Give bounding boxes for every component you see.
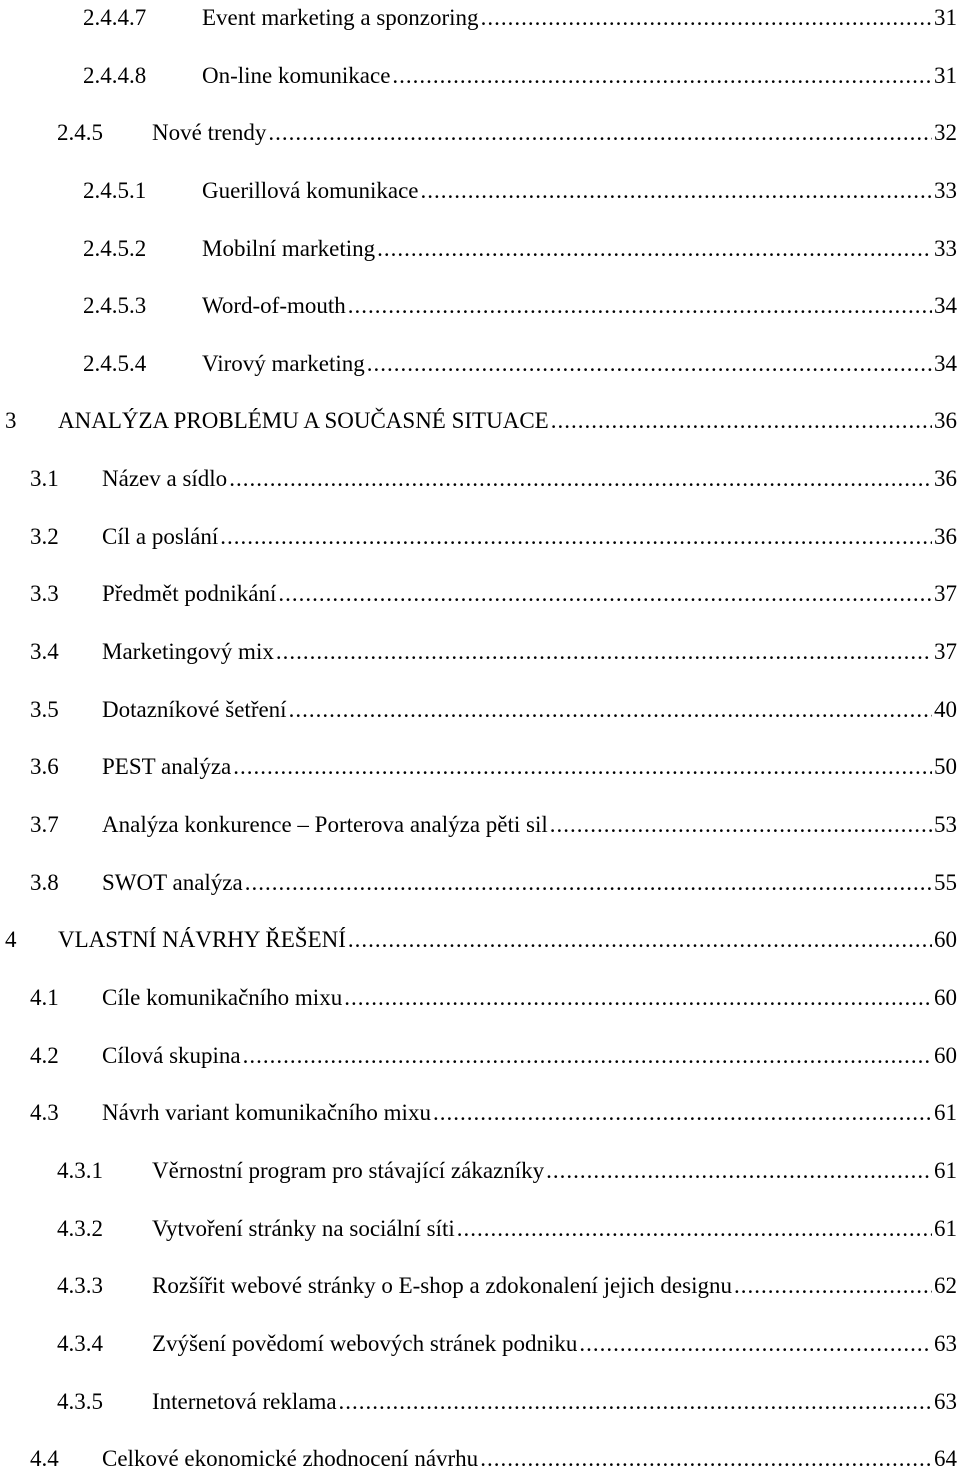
toc-entry-page: 31 [934,63,957,88]
dot-leader [243,1042,932,1070]
toc-entry-title: Cíl a poslání [102,524,219,549]
toc-entry-number: 2.4.4.8 [83,63,147,88]
toc-entry-number: 2.4.5.2 [83,236,147,261]
dot-leader [229,465,932,493]
toc-entry-title: Předmět podnikání [102,581,277,606]
toc-entry-number: 4.3 [30,1100,59,1125]
toc-entry[interactable] [57,1318,957,1358]
toc-entry-page: 36 [934,408,957,433]
toc-entry[interactable] [57,1203,957,1243]
toc-entry-title: Dotazníkové šetření [102,697,287,722]
toc-entry-number: 3.1 [30,466,59,491]
toc-entry[interactable] [30,799,957,839]
toc-entry-number: 3.4 [30,639,59,664]
toc-entry-page: 60 [934,1043,957,1068]
toc-entry-page: 37 [934,639,957,664]
toc-entry-page: 61 [934,1216,957,1241]
toc-entry-page: 60 [934,985,957,1010]
toc-entry-page: 37 [934,581,957,606]
toc-entry-title: Analýza konkurence – Porterova analýza pěti sil [102,812,548,837]
toc-entry-page: 33 [934,236,957,261]
toc-entry-title: ANALÝZA PROBLÉMU A SOUČASNÉ SITUACE [58,408,549,433]
toc-entry-number: 4.3.2 [57,1216,103,1241]
toc-entry-title: SWOT analýza [102,870,243,895]
toc-entry-page: 53 [934,812,957,837]
dot-leader [348,292,932,320]
toc-entry[interactable] [30,1030,957,1070]
toc-entry[interactable] [57,1376,957,1416]
dot-leader [550,811,932,839]
toc-entry-title: Zvýšení povědomí webových stránek podniku [152,1331,578,1356]
toc-entry-page: 32 [934,120,957,145]
toc-entry-page: 64 [934,1446,957,1471]
toc-entry-number: 3.2 [30,524,59,549]
toc-entry-number: 2.4.5 [57,120,103,145]
toc-entry-title: Marketingový mix [102,639,274,664]
toc-entry-number: 4.3.1 [57,1158,103,1183]
toc-entry[interactable] [30,568,957,608]
toc-entry[interactable] [83,338,957,378]
toc-entry-title: Internetová reklama [152,1389,337,1414]
toc-entry-page: 31 [934,5,957,30]
toc-entry-page: 61 [934,1100,957,1125]
toc-entry-number: 4.3.4 [57,1331,103,1356]
toc-entry-number: 2.4.5.4 [83,351,147,376]
toc-entry-title: Virový marketing [202,351,365,376]
toc-entry[interactable] [83,50,957,90]
dot-leader [289,696,932,724]
toc-entry-title: Nové trendy [152,120,267,145]
toc-entry[interactable] [30,684,957,724]
toc-entry-page: 63 [934,1389,957,1414]
toc-entry-number: 2.4.4.7 [83,5,147,30]
toc-entry-title: Název a sídlo [102,466,228,491]
toc-entry-page: 36 [934,524,957,549]
toc-entry-page: 61 [934,1158,957,1183]
toc-entry-number: 3.7 [30,812,59,837]
toc-entry-page: 33 [934,178,957,203]
toc-entry[interactable] [30,626,957,666]
toc-entry[interactable] [83,280,957,320]
toc-entry-title: Event marketing a sponzoring [202,5,479,30]
toc-entry-page: 34 [934,351,957,376]
toc-entry-page: 60 [934,927,957,952]
toc-entry[interactable] [30,972,957,1012]
toc-entry-title: Cíle komunikačního mixu [102,985,343,1010]
toc-entry[interactable] [57,107,957,147]
toc-entry-title: PEST analýza [102,754,232,779]
toc-entry-number: 4.3.5 [57,1389,103,1414]
toc-entry-page: 50 [934,754,957,779]
toc-entry-title: Cílová skupina [102,1043,241,1068]
toc-entry[interactable] [57,1145,957,1185]
dot-leader [276,638,932,666]
toc-entry[interactable] [83,165,957,205]
dot-leader [551,407,932,435]
dot-leader [433,1099,932,1127]
toc-entry[interactable] [83,223,957,263]
toc-entry[interactable] [30,511,957,551]
dot-leader [481,4,932,32]
dot-leader [546,1157,932,1185]
dot-leader [268,119,932,147]
toc-entry-number: 4.1 [30,985,59,1010]
toc-entry-title: Word-of-mouth [202,293,346,318]
toc-entry-title: Guerillová komunikace [202,178,419,203]
toc-entry[interactable] [5,395,957,435]
toc-entry-number: 3.6 [30,754,59,779]
toc-entry[interactable] [5,914,957,954]
toc-entry[interactable] [30,1433,957,1473]
toc-entry[interactable] [83,0,957,32]
toc-entry-number: 4.4 [30,1446,59,1471]
toc-entry-title: Mobilní marketing [202,236,376,261]
toc-entry-number: 3.3 [30,581,59,606]
dot-leader [480,1445,932,1473]
toc-entry-title: Vytvoření stránky na sociální síti [152,1216,455,1241]
toc-entry-title: Věrnostní program pro stávající zákazníky [152,1158,545,1183]
toc-entry-number: 4 [5,927,17,952]
dot-leader [339,1388,932,1416]
toc-entry[interactable] [30,857,957,897]
toc-entry-number: 3.5 [30,697,59,722]
toc-entry-title: Návrh variant komunikačního mixu [102,1100,431,1125]
toc-entry[interactable] [30,1087,957,1127]
toc-entry-title: Celkové ekonomické zhodnocení návrhu [102,1446,479,1471]
toc-entry-title: Rozšířit webové stránky o E-shop a zdokonalení jejich designu [152,1273,732,1298]
toc-entry-title: VLASTNÍ NÁVRHY ŘEŠENÍ [58,927,346,952]
dot-leader [457,1215,932,1243]
dot-leader [220,523,932,551]
toc-entry[interactable] [57,1260,957,1300]
dot-leader [579,1330,932,1358]
toc-entry-page: 36 [934,466,957,491]
toc-entry-number: 3.8 [30,870,59,895]
toc-entry-page: 63 [934,1331,957,1356]
toc-entry-page: 55 [934,870,957,895]
toc-entry-number: 3 [5,408,17,433]
toc-entry-page: 62 [934,1273,957,1298]
dot-leader [734,1272,932,1300]
toc-entry[interactable] [30,741,957,781]
toc-entry-number: 2.4.5.3 [83,293,147,318]
toc-entry-page: 40 [934,697,957,722]
dot-leader [377,235,932,263]
toc-entry-page: 34 [934,293,957,318]
toc-entry-title: On-line komunikace [202,63,391,88]
toc-entry-number: 4.2 [30,1043,59,1068]
dot-leader [392,62,932,90]
dot-leader [245,869,932,897]
toc-entry-number: 4.3.3 [57,1273,103,1298]
dot-leader [344,984,932,1012]
toc-entry[interactable] [30,453,957,493]
toc-entry-number: 2.4.5.1 [83,178,147,203]
dot-leader [421,177,932,205]
dot-leader [367,350,932,378]
dot-leader [278,580,932,608]
dot-leader [348,926,932,954]
dot-leader [233,753,932,781]
